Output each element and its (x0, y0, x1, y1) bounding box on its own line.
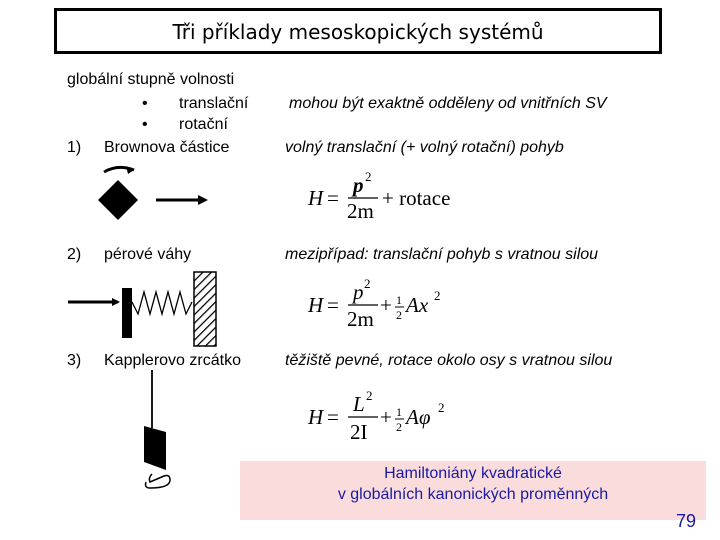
item-2-label: pérové váhy (104, 246, 192, 263)
intro-heading: globální stupně volnosti (67, 71, 235, 88)
item-3-description: těžiště pevné, rotace okolo osy s vratnou silou (285, 352, 613, 369)
eq2-plus: + (380, 293, 392, 317)
eq3-plus: + (380, 405, 392, 429)
bullet-translation: translační (179, 95, 249, 112)
eq1-equals: = (327, 186, 339, 210)
eq3-denominator: 2I (350, 420, 368, 444)
eq3-half-den: 2 (396, 420, 402, 434)
item-2-description: mezipřípad: translační pohyb s vratnou silou (285, 246, 599, 263)
eq1-lhs: H (308, 186, 324, 210)
particle-diamond (98, 180, 138, 220)
balance-plate (122, 288, 132, 338)
hamiltonian-note (240, 461, 706, 520)
spring-balance-illustration (60, 270, 220, 350)
eq3-half-num: 1 (396, 405, 402, 419)
item-1-label: Brownova částice (104, 139, 230, 156)
spring (132, 292, 192, 314)
eq2-lhs: H (308, 293, 324, 317)
eq3-num-exp: 2 (366, 388, 373, 403)
note-line-2: v globálních kanonických proměnných (337, 486, 609, 503)
mirror (144, 426, 166, 470)
intro-right-text: mohou být exaktně odděleny od vnitřních SV (289, 95, 607, 112)
bullet-marker: • (142, 116, 148, 133)
eq2-term: Ax (406, 293, 429, 317)
equation-2 (300, 276, 500, 336)
note-line-1: Hamiltoniány kvadratické (384, 465, 562, 482)
bullet-marker: • (142, 95, 148, 112)
title-box (54, 8, 662, 54)
eq3-term-exp: 2 (438, 400, 445, 415)
eq1-rest: + rotace (382, 186, 451, 210)
equation-1 (300, 168, 480, 224)
eq2-half-den: 2 (396, 308, 402, 322)
eq1-denominator: 2m (347, 199, 374, 223)
brownian-particle-illustration (90, 160, 220, 230)
hatched-wall (194, 272, 216, 346)
item-1-description: volný translační (+ volný rotační) pohyb (285, 139, 564, 156)
item-2-number: 2) (67, 246, 82, 263)
eq3-numerator: L (353, 392, 365, 416)
item-1-number: 1) (67, 139, 82, 156)
page-number: 79 (676, 511, 697, 531)
eq2-numerator: p (353, 280, 364, 304)
slide-title: Tři příklady mesoskopických systémů (172, 20, 544, 44)
eq3-term: Aφ (406, 405, 431, 429)
item-3-number: 3) (67, 352, 82, 369)
force-arrow-head (112, 298, 120, 306)
eq2-num-exp: 2 (364, 276, 371, 291)
torsion-arrow (146, 474, 171, 488)
eq2-term-exp: 2 (434, 288, 441, 303)
eq2-equals: = (327, 293, 339, 317)
note-text (240, 463, 706, 505)
eq1-numerator: p (353, 173, 364, 197)
equation-3 (300, 384, 500, 448)
eq2-denominator: 2m (347, 307, 374, 331)
translation-arrow-head (198, 195, 208, 205)
bullet-rotation: rotační (179, 116, 228, 133)
eq1-num-exp: 2 (365, 169, 372, 184)
eq2-half-num: 1 (396, 293, 402, 307)
eq3-equals: = (327, 405, 339, 429)
eq3-lhs: H (308, 405, 324, 429)
kappler-mirror-illustration (130, 370, 190, 500)
item-3-label: Kapplerovo zrcátko (104, 352, 241, 369)
